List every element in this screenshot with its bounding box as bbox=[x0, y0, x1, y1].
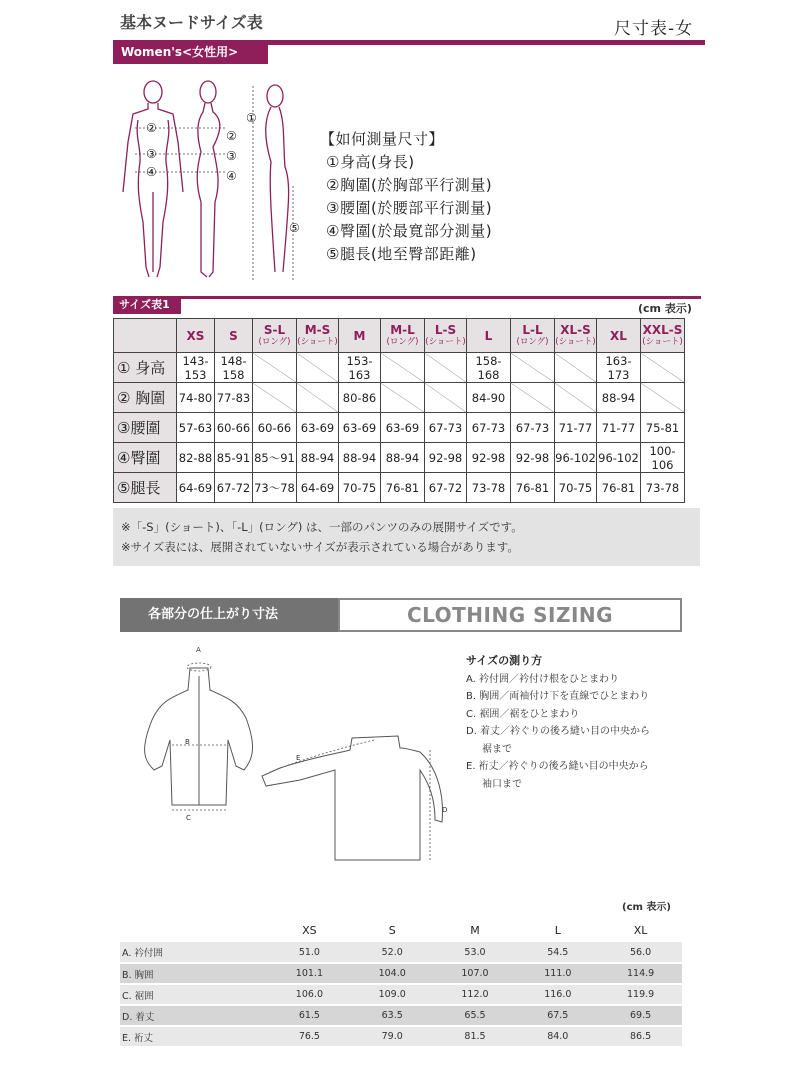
table-cell: 92-98 bbox=[425, 443, 467, 473]
table-cell: 111.0 bbox=[516, 963, 599, 984]
col-header: S-L (ロング) bbox=[253, 319, 297, 353]
table-cell: 71-77 bbox=[555, 413, 597, 443]
col-header: L bbox=[467, 319, 511, 353]
measure-title: 【如何測量尺寸】 bbox=[320, 130, 445, 148]
letter-c: C bbox=[186, 814, 191, 822]
empty-cell bbox=[425, 353, 467, 383]
table-cell: 86.5 bbox=[599, 1026, 682, 1047]
howto-item: 裾まで bbox=[482, 743, 512, 755]
clothing-table-unit: (cm 表示) bbox=[622, 902, 671, 913]
col-header: XS bbox=[177, 319, 215, 353]
table-cell: 60-66 bbox=[253, 413, 297, 443]
table-cell: 163-173 bbox=[597, 353, 641, 383]
empty-cell bbox=[381, 353, 425, 383]
howto-item: A. 衿付囲／衿付け根をひとまわり bbox=[466, 673, 620, 685]
header-bar bbox=[113, 40, 705, 64]
table-row bbox=[120, 963, 682, 984]
table-cell: 54.5 bbox=[516, 942, 599, 963]
table-cell: 112.0 bbox=[434, 984, 517, 1005]
table-row bbox=[114, 443, 685, 473]
table-cell: 85～91 bbox=[253, 443, 297, 473]
table-cell: 80-86 bbox=[339, 383, 381, 413]
col-header: M bbox=[470, 923, 480, 937]
table-cell: 67-72 bbox=[425, 473, 467, 503]
measure-item: ①身高(身長) bbox=[326, 153, 415, 171]
empty-cell bbox=[253, 353, 297, 383]
row-header: E. 裄丈 bbox=[120, 1026, 268, 1047]
letter-e: E bbox=[296, 754, 301, 762]
table-cell: 67-73 bbox=[467, 413, 511, 443]
col-header: XXL-S (ショート) bbox=[641, 319, 685, 353]
table-cell: 109.0 bbox=[351, 984, 434, 1005]
howto-item: D. 着丈／衿ぐりの後ろ縫い目の中央から bbox=[466, 726, 651, 737]
table-cell: 71-77 bbox=[597, 413, 641, 443]
table-cell: 69.5 bbox=[599, 1005, 682, 1026]
table-row bbox=[114, 383, 685, 413]
table-cell: 57-63 bbox=[177, 413, 215, 443]
howto-item: B. 胸囲／両袖付け下を直線でひとまわり bbox=[466, 691, 650, 702]
empty-cell bbox=[555, 353, 597, 383]
note-line: ※サイズ表には、展開されていないサイズが表示されている場合があります。 bbox=[121, 540, 519, 554]
table-cell: 79.0 bbox=[351, 1026, 434, 1047]
table-cell: 143-153 bbox=[177, 353, 215, 383]
row-header: B. 胸囲 bbox=[120, 963, 268, 984]
empty-cell bbox=[297, 383, 339, 413]
table-cell: 65.5 bbox=[434, 1005, 517, 1026]
table-cell: 119.9 bbox=[599, 984, 682, 1005]
table-cell: 63-69 bbox=[297, 413, 339, 443]
howto-item: E. 裄丈／衿ぐりの後ろ縫い目の中央から bbox=[466, 761, 649, 772]
table-cell: 96-102 bbox=[597, 443, 641, 473]
table-cell: 104.0 bbox=[351, 963, 434, 984]
table-cell: 67.5 bbox=[516, 1005, 599, 1026]
table-cell: 158-168 bbox=[467, 353, 511, 383]
row-header: ⑤腿長 bbox=[114, 473, 177, 503]
empty-cell bbox=[425, 383, 467, 413]
marker-4: ④ bbox=[146, 165, 157, 179]
body-size-table bbox=[113, 318, 685, 503]
empty-cell bbox=[253, 383, 297, 413]
table-cell: 60-66 bbox=[215, 413, 253, 443]
table-cell: 88-94 bbox=[297, 443, 339, 473]
clothing-sizing-header bbox=[120, 598, 682, 632]
col-header: XL bbox=[597, 319, 641, 353]
row-header: ② 胸圍 bbox=[114, 383, 177, 413]
marker-3-side: ③ bbox=[226, 149, 237, 163]
table-cell: 52.0 bbox=[351, 942, 434, 963]
table-cell: 77-83 bbox=[215, 383, 253, 413]
col-header: L-S (ショート) bbox=[425, 319, 467, 353]
empty-cell bbox=[555, 383, 597, 413]
table-cell: 73～78 bbox=[253, 473, 297, 503]
table-cell: 114.9 bbox=[599, 963, 682, 984]
notes-box bbox=[113, 508, 700, 566]
body-figure-illustration bbox=[113, 72, 323, 287]
table-cell: 76.5 bbox=[268, 1026, 351, 1047]
table-cell: 51.0 bbox=[268, 942, 351, 963]
measure-instructions bbox=[320, 128, 492, 266]
col-header: L-L (ロング) bbox=[511, 319, 555, 353]
table-cell: 73-78 bbox=[641, 473, 685, 503]
table-cell: 85-91 bbox=[215, 443, 253, 473]
row-header: ① 身高 bbox=[114, 353, 177, 383]
empty-cell bbox=[511, 353, 555, 383]
table-cell: 76-81 bbox=[597, 473, 641, 503]
table-corner bbox=[114, 319, 177, 353]
jacket-diagram bbox=[130, 640, 460, 870]
letter-b: B bbox=[185, 738, 190, 746]
table-cell: 88-94 bbox=[339, 443, 381, 473]
row-header: A. 衿付囲 bbox=[120, 942, 268, 963]
marker-1: ① bbox=[246, 111, 257, 125]
table-cell: 63-69 bbox=[381, 413, 425, 443]
howto-item: 袖口まで bbox=[482, 778, 522, 790]
table-cell: 92-98 bbox=[511, 443, 555, 473]
table-cell: 88-94 bbox=[381, 443, 425, 473]
table-cell: 64-69 bbox=[177, 473, 215, 503]
table-row bbox=[120, 942, 682, 963]
table-cell: 148-158 bbox=[215, 353, 253, 383]
col-header: XS bbox=[302, 923, 317, 937]
col-header: M-S (ショート) bbox=[297, 319, 339, 353]
empty-cell bbox=[641, 383, 685, 413]
table-cell: 70-75 bbox=[339, 473, 381, 503]
table-cell: 67-72 bbox=[215, 473, 253, 503]
table-cell: 106.0 bbox=[268, 984, 351, 1005]
table-cell: 74-80 bbox=[177, 383, 215, 413]
empty-cell bbox=[641, 353, 685, 383]
table-cell: 96-102 bbox=[555, 443, 597, 473]
size-table-unit: (cm 表示) bbox=[638, 302, 692, 315]
table-cell: 101.1 bbox=[268, 963, 351, 984]
table-cell: 61.5 bbox=[268, 1005, 351, 1026]
table-corner bbox=[120, 918, 268, 942]
empty-cell bbox=[381, 383, 425, 413]
col-header: S bbox=[215, 319, 253, 353]
letter-d: D bbox=[442, 806, 448, 814]
table-cell: 84.0 bbox=[516, 1026, 599, 1047]
table-cell: 88-94 bbox=[597, 383, 641, 413]
empty-cell bbox=[511, 383, 555, 413]
marker-5: ⑤ bbox=[289, 221, 300, 235]
page-title-right: 尺寸表-女 bbox=[614, 19, 694, 39]
measure-item: ③腰圍(於腰部平行測量) bbox=[326, 199, 493, 217]
clothing-header-right: CLOTHING SIZING bbox=[338, 598, 682, 632]
row-header: ④臀圍 bbox=[114, 443, 177, 473]
table-cell: 92-98 bbox=[467, 443, 511, 473]
table-row bbox=[114, 473, 685, 503]
clothing-size-table bbox=[120, 918, 682, 1048]
table-cell: 116.0 bbox=[516, 984, 599, 1005]
table-cell: 153-163 bbox=[339, 353, 381, 383]
marker-2: ② bbox=[146, 121, 157, 135]
empty-cell bbox=[297, 353, 339, 383]
col-header: L bbox=[554, 923, 561, 937]
table-cell: 63.5 bbox=[351, 1005, 434, 1026]
col-header: M bbox=[339, 319, 381, 353]
table-cell: 76-81 bbox=[381, 473, 425, 503]
marker-3: ③ bbox=[146, 147, 157, 161]
table-cell: 56.0 bbox=[599, 942, 682, 963]
table-cell: 76-81 bbox=[511, 473, 555, 503]
col-header: M-L (ロング) bbox=[381, 319, 425, 353]
measure-item: ⑤腿長(地至臀部距離) bbox=[326, 245, 477, 263]
size-table-tag: サイズ表1 bbox=[113, 296, 181, 314]
table-cell: 53.0 bbox=[434, 942, 517, 963]
table-row bbox=[114, 353, 685, 383]
measure-item: ④臀圍(於最寬部分測量) bbox=[326, 222, 493, 240]
row-header: D. 着丈 bbox=[120, 1005, 268, 1026]
table-cell: 107.0 bbox=[434, 963, 517, 984]
table-cell: 67-73 bbox=[425, 413, 467, 443]
howto-item: C. 裾囲／裾をひとまわり bbox=[466, 708, 580, 720]
table-row bbox=[114, 413, 685, 443]
clothing-header-left: 各部分の仕上がり寸法 bbox=[120, 598, 338, 632]
table-cell: 100-106 bbox=[641, 443, 685, 473]
table-cell: 64-69 bbox=[297, 473, 339, 503]
table-cell: 73-78 bbox=[467, 473, 511, 503]
col-header: S bbox=[388, 923, 396, 937]
header-rule bbox=[268, 40, 705, 45]
howto-title: サイズの測り方 bbox=[466, 654, 543, 667]
table-header-row bbox=[114, 319, 685, 353]
row-header: C. 裾囲 bbox=[120, 984, 268, 1005]
measure-howto bbox=[466, 652, 650, 793]
measure-item: ②胸圍(於胸部平行測量) bbox=[326, 176, 493, 194]
marker-2-side: ② bbox=[226, 129, 237, 143]
table-row bbox=[120, 1026, 682, 1047]
col-header: XL bbox=[633, 923, 648, 937]
marker-4-side: ④ bbox=[226, 169, 237, 183]
size-table-rule bbox=[181, 296, 701, 299]
women-band-label: Women's<女性用> bbox=[113, 40, 268, 64]
table-cell: 75-81 bbox=[641, 413, 685, 443]
letter-a: A bbox=[196, 646, 201, 654]
row-header: ③腰圍 bbox=[114, 413, 177, 443]
col-header: XL-S (ショート) bbox=[555, 319, 597, 353]
note-line: ※「-S」(ショート)、「-L」(ロング) は、一部のパンツのみの展開サイズです。 bbox=[121, 520, 523, 534]
table-cell: 63-69 bbox=[339, 413, 381, 443]
table-cell: 67-73 bbox=[511, 413, 555, 443]
table-cell: 82-88 bbox=[177, 443, 215, 473]
table-row bbox=[120, 984, 682, 1005]
table-header-row bbox=[120, 918, 682, 942]
table-cell: 70-75 bbox=[555, 473, 597, 503]
table-cell: 84-90 bbox=[467, 383, 511, 413]
page-title: 基本ヌードサイズ表 bbox=[120, 13, 263, 32]
table-row bbox=[120, 1005, 682, 1026]
table-cell: 81.5 bbox=[434, 1026, 517, 1047]
